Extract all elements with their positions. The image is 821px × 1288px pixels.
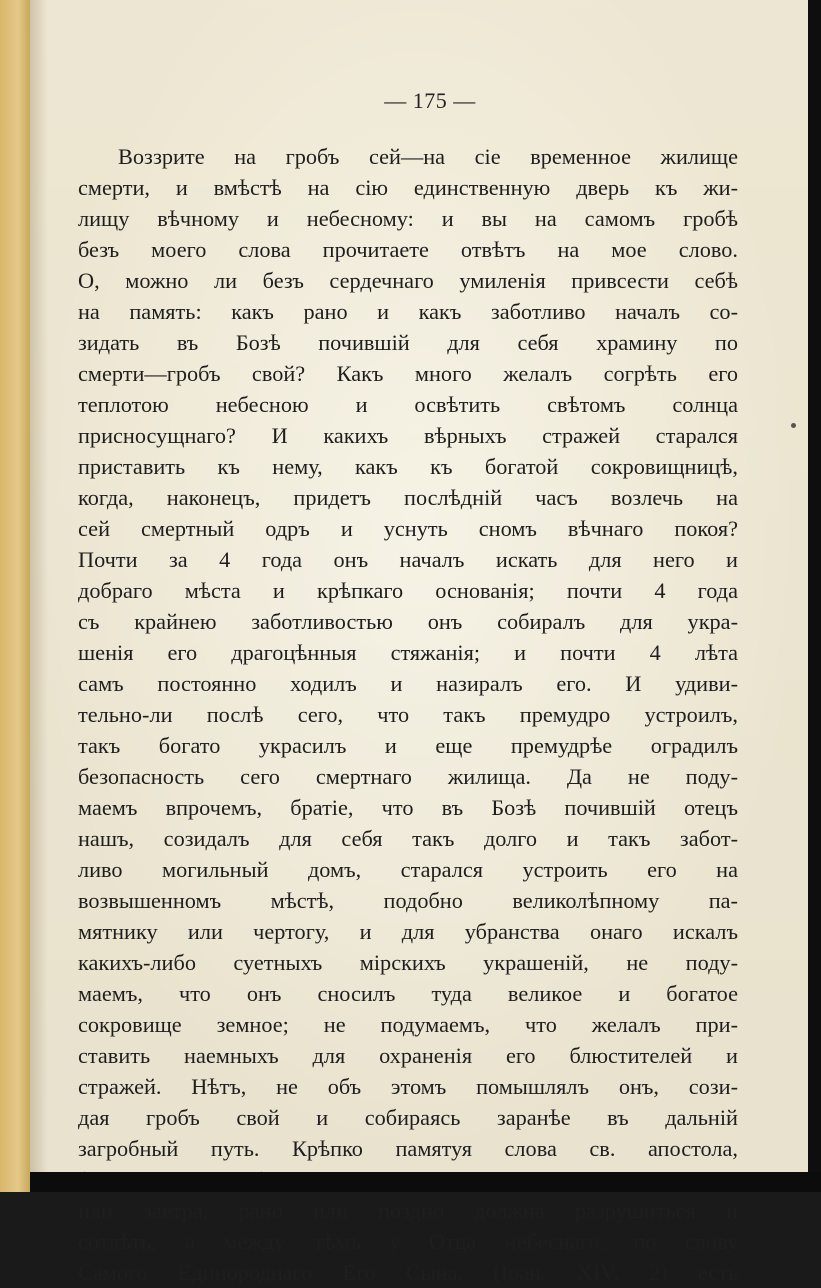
text-line: безопасность сего смертнаго жилища. Да не поду- — [78, 764, 738, 789]
adjacent-page-edge — [0, 0, 30, 1192]
text-line: загробный путь. Крѣпко памятуя слова св. апостола, — [78, 1136, 738, 1161]
text-line: самъ постоянно ходилъ и назиралъ его. И удиви- — [78, 671, 738, 696]
text-line: лищу вѣчному и небесному: и вы на самомъ гробѣ — [78, 206, 738, 231]
text-line: присносущнаго? И какихъ вѣрныхъ стражей старался — [78, 423, 738, 448]
text-line: ставить наемныхъ для охраненія его блюстителей и — [78, 1043, 738, 1068]
text-line: съ крайнею заботливостью онъ собиралъ для укра- — [78, 609, 738, 634]
text-line: дая гробъ свой и собираясь заранѣе въ дальній — [78, 1105, 738, 1130]
text-line: возвышенномъ мѣстѣ, подобно великолѣпному па- — [78, 888, 738, 913]
text-line: когда, наконецъ, придетъ послѣдній часъ возлечь на — [78, 485, 738, 510]
gutter-shadow — [30, 0, 48, 1172]
text-line: безъ моего слова прочитаете отвѣтъ на мое слово. — [78, 237, 738, 262]
text-line: нашъ, созидалъ для себя такъ долго и такъ забот- — [78, 826, 738, 851]
text-line: сотлѣть, а между тѣмъ у Отца небеснаго, по слову — [78, 1229, 738, 1254]
text-line: сей смертный одръ и уснуть сномъ вѣчнаго покоя? — [78, 516, 738, 541]
margin-speck — [791, 423, 796, 428]
text-line: на память: какъ рано и какъ заботливо началъ со- — [78, 299, 738, 324]
text-line: мятнику или чертогу, и для убранства онаго искалъ — [78, 919, 738, 944]
scan-border-bottom — [30, 1172, 821, 1192]
book-page — [30, 0, 808, 1285]
text-line: тельно-ли послѣ сего, что такъ премудро устроилъ, — [78, 702, 738, 727]
text-line: шенія его драгоцѣнныя стяжанія; и почти 4 лѣта — [78, 640, 738, 665]
text-line: Воззрите на гробъ сей—на сіе временное жилище — [118, 144, 738, 169]
text-line: Самого Единороднаго Его Сына, (Іоан. XIV, 2) есть — [78, 1260, 738, 1285]
text-line: приставить къ нему, какъ къ богатой сокровищницѣ, — [78, 454, 738, 479]
text-line: О, можно ли безъ сердечнаго умиленія привсести себѣ — [78, 268, 738, 293]
text-line: или завтра, рано или поздно должна разрушиться и — [78, 1198, 738, 1223]
text-line: смерти—гробъ свой? Какъ много желалъ согрѣть его — [78, 361, 738, 386]
scan-border-right — [808, 0, 821, 1172]
text-line: Почти за 4 года онъ началъ искать для него и — [78, 547, 738, 572]
body-text — [78, 141, 738, 1288]
text-line: какихъ-либо суетныхъ мірскихъ украшеній, не поду- — [78, 950, 738, 975]
text-line: зидать въ Бозѣ почившій для себя храмину по — [78, 330, 738, 355]
text-line: теплотою небесною и освѣтить свѣтомъ солнца — [78, 392, 738, 417]
text-line: сокровище земное; не подумаемъ, что желалъ при- — [78, 1012, 738, 1037]
text-line: стражей. Нѣтъ, не объ этомъ помышлялъ онъ, сози- — [78, 1074, 738, 1099]
text-line: маемъ впрочемъ, братіе, что въ Бозѣ почившій отецъ — [78, 795, 738, 820]
page-number: — 175 — — [384, 88, 476, 113]
text-line: маемъ, что онъ сносилъ туда великое и богатое — [78, 981, 738, 1006]
text-line: добраго мѣста и крѣпкаго основанія; почти 4 года — [78, 578, 738, 603]
text-line: такъ богато украсилъ и еще премудрѣе оградилъ — [78, 733, 738, 758]
text-line: ливо могильный домъ, старался устроить его на — [78, 857, 738, 882]
text-line: смерти, и вмѣстѣ на сію единственную дверь къ жи- — [78, 175, 738, 200]
